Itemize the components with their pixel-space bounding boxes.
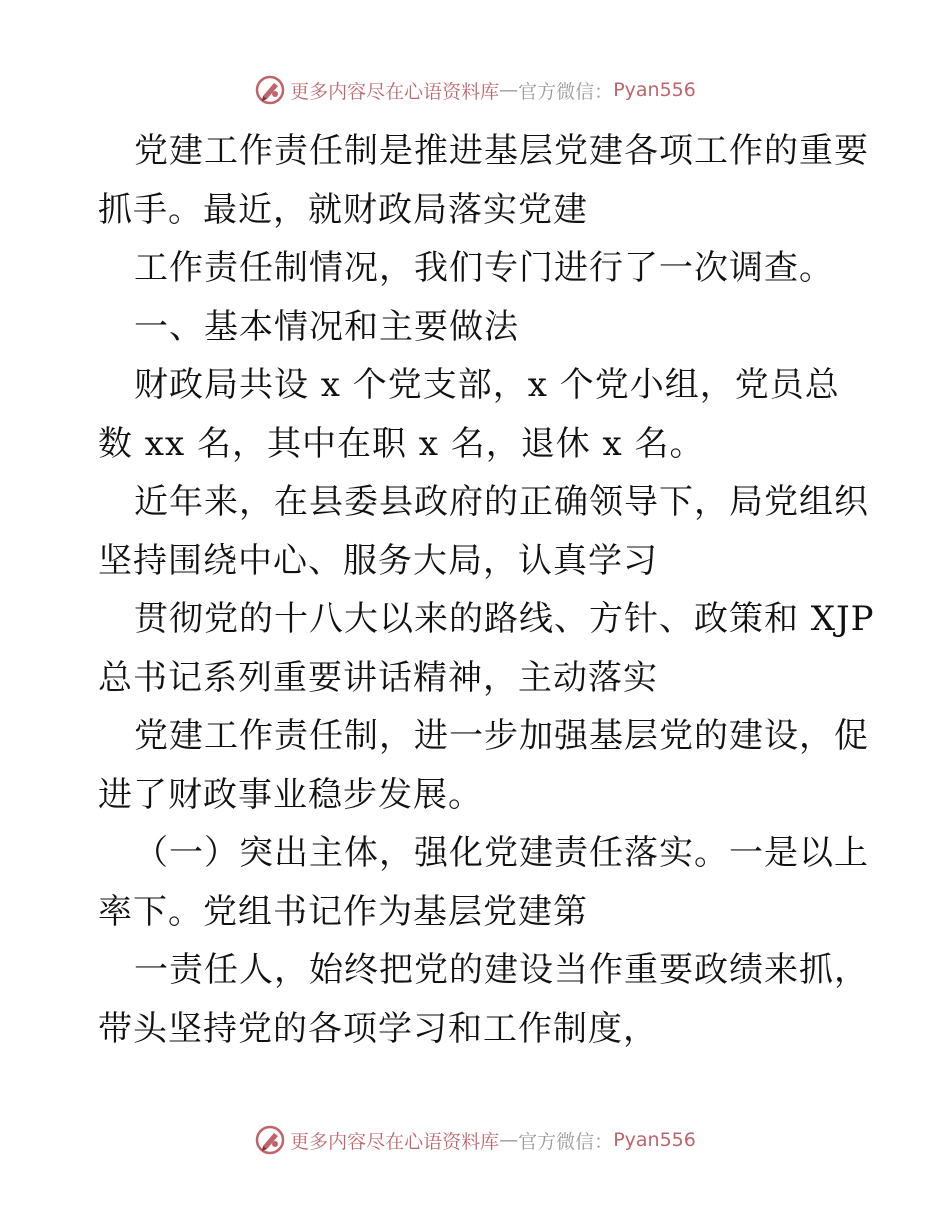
footer-banner [0, 1122, 950, 1158]
paragraph-line: 数 xx 名，其中在职 x 名，退休 x 名。 [98, 423, 705, 464]
paragraph-line: 进了财政事业稳步发展。 [98, 774, 483, 815]
paragraph-line: 一责任人，始终把党的建设当作重要政绩来抓， [134, 950, 869, 990]
banner-separator: — [499, 79, 519, 101]
section-heading: 一、基本情况和主要做法 [134, 306, 519, 347]
pen-circle-logo-icon [254, 1124, 286, 1156]
header-banner [0, 72, 950, 108]
paragraph-line: 工作责任制情况，我们专门进行了一次调查。 [134, 248, 834, 288]
paragraph-line: 党建工作责任制，进一步加强基层党的建设，促 [134, 716, 869, 756]
banner-site-text: 更多内容尽在心语资料库 [290, 80, 500, 103]
subsection-line: （一）突出主体，强化党建责任落实。一是以上 [134, 833, 869, 873]
paragraph-line: 坚持围绕中心、服务大局，认真学习 [98, 540, 658, 581]
paragraph-line: 党建工作责任制是推进基层党建各项工作的重要 [134, 131, 869, 171]
banner-wechat-id: Pyan556 [613, 1129, 696, 1151]
document-body [98, 122, 875, 1058]
paragraph-line: 财政局共设 x 个党支部，x 个党小组，党员总 [134, 365, 840, 405]
pen-circle-logo-icon [254, 74, 286, 106]
banner-site-text: 更多内容尽在心语资料库 [290, 1130, 500, 1153]
paragraph-line: 率下。党组书记作为基层党建第 [98, 891, 588, 932]
paragraph-line: 带头坚持党的各项学习和工作制度， [98, 1008, 658, 1049]
banner-wechat-label: 官方微信： [518, 80, 614, 103]
banner-wechat-label: 官方微信： [518, 1130, 614, 1153]
banner-separator: — [499, 1129, 519, 1151]
paragraph-line: 近年来，在县委县政府的正确领导下，局党组织 [134, 482, 869, 522]
paragraph-line: 贯彻党的十八大以来的路线、方针、政策和 XJP [134, 599, 875, 639]
paragraph-line: 抓手。最近，就财政局落实党建 [98, 189, 588, 230]
paragraph-line: 总书记系列重要讲话精神，主动落实 [98, 657, 658, 698]
banner-wechat-id: Pyan556 [613, 79, 696, 101]
